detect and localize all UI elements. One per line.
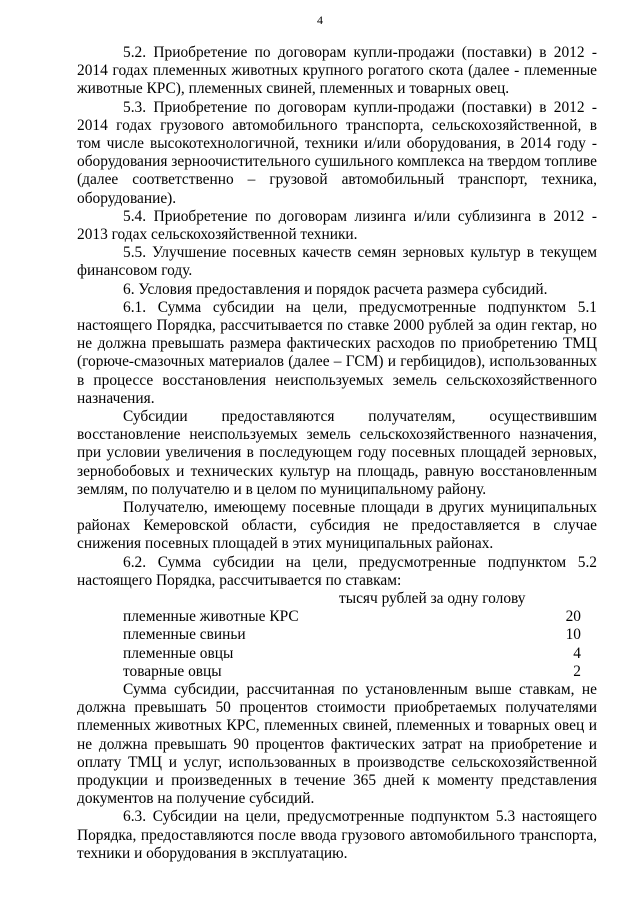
rate-value: 4 [573, 644, 581, 662]
paragraph-5-4: 5.4. Приобретение по договорам лизинга и/или сублизинга в 2012 - 2013 годах сельскохозяйственной техники. [77, 207, 597, 244]
paragraph-6-1: 6.1. Сумма субсидии на цели, предусмотренные подпунктом 5.1 настоящего Порядка, рассчитывается по ставке 2000 рублей за один гектар, но не должна превышать размера фактических расходов по приобретению ТМЦ (горюче-смазочных материалов (далее – ГСМ) и гербицидов), использованных в процессе восстановления неиспользуемых земель сельскохозяйственного назначения. [77, 298, 597, 407]
rate-value: 10 [565, 626, 581, 644]
rate-row [77, 626, 597, 644]
paragraph-5-5: 5.5. Улучшение посевных качеств семян зерновых культур в текущем финансовом году. [77, 244, 597, 280]
paragraph-other-districts: Получателю, имеющему посевные площади в других муниципальных районах Кемеровской области, субсидия не предоставляется в случае снижения посевных площадей в этих муниципальных районах. [77, 499, 597, 553]
section-heading-6: 6. Условия предоставления и порядок расчета размера субсидий. [123, 280, 548, 298]
rate-label: товарные овцы [123, 662, 222, 680]
rate-label: племенные животные КРС [123, 608, 299, 626]
rate-row [77, 608, 597, 626]
paragraph-subsidy-limit: Сумма субсидии, рассчитанная по установленным выше ставкам, не должна превышать 50 процентов стоимости приобретаемых получателями племенных животных КРС, племенных свиней, племенных и товарных овец и не должна превышать 90 процентов фактических затрат на приобретение и оплату ТМЦ и услуг, использованных в производстве сельскохозяйственной продукции и произведенных в течение 365 дней к моменту представления документов на получение субсидий. [77, 681, 597, 808]
rates-unit-label: тысяч рублей за одну голову [339, 590, 526, 608]
rate-value: 2 [573, 662, 581, 680]
rate-value: 20 [565, 608, 581, 626]
rate-row [77, 663, 597, 681]
document-body [77, 44, 597, 863]
rate-row [77, 645, 597, 663]
rate-label: племенные свиньи [123, 626, 246, 644]
paragraph-subsidy-conditions: Субсидии предоставляются получателям, осуществившим восстановление неиспользуемых земель сельскохозяйственного назначения, при условии увеличения в последующем году посевных площадей зерновых, зернобобовых и технических культур на площадь, равную восстановленным землям, по получателю и в целом по муниципальному району. [77, 408, 597, 498]
paragraph-5-3: 5.3. Приобретение по договорам купли-продажи (поставки) в 2012 - 2014 годах грузового автомобильного транспорта, сельскохозяйственной, в том числе высокотехнологичной, техники и/или оборудования, в 2014 году - оборудования зерноочистительного сушильного комплекса на твердом топливе (далее соответственно – грузовой автомобильный транспорт, техника, оборудование). [77, 98, 597, 207]
rate-label: племенные овцы [123, 644, 234, 662]
paragraph-6-2: 6.2. Сумма субсидии на цели, предусмотренные подпунктом 5.2 настоящего Порядка, рассчитывается по ставкам: [77, 553, 597, 589]
paragraph-5-2: 5.2. Приобретение по договорам купли-продажи (поставки) в 2012 - 2014 годах племенных животных крупного рогатого скота (далее - племенные животные КРС), племенных свиней, племенных и товарных овец. [77, 44, 597, 98]
paragraph-6-3: 6.3. Субсидии на цели, предусмотренные подпунктом 5.3 настоящего Порядка, предоставляются после ввода грузового автомобильного транспорта, техники и оборудования в эксплуатацию. [77, 808, 597, 862]
page-number: 4 [317, 13, 323, 27]
